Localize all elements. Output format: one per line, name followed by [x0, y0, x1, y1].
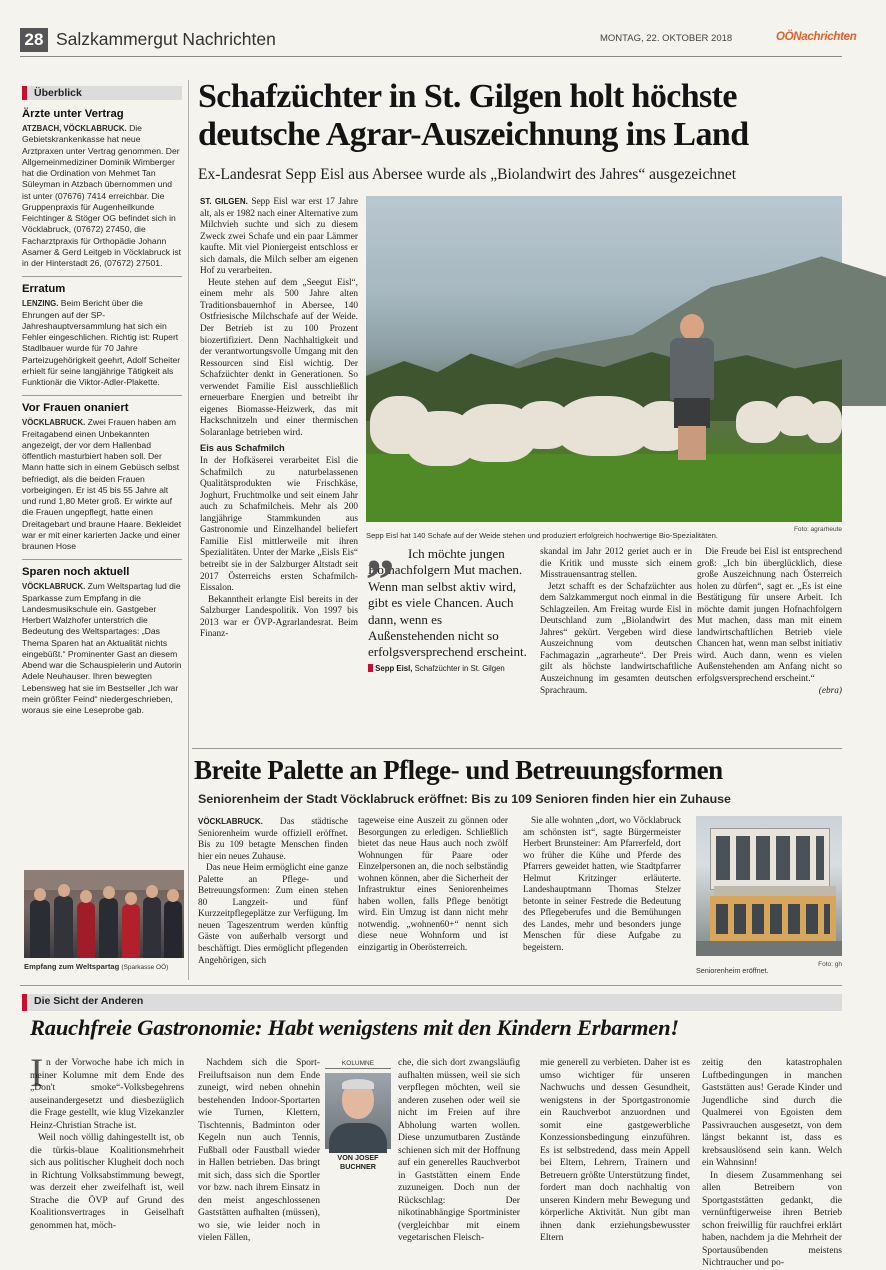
- opinion-initial: I: [30, 1050, 44, 1095]
- paragraph: Sie alle wohnten „dort, wo Vöcklabruck am schönsten ist“, sagte Bürgermeister Herbert Brunsteiner: Am Pfarrerfeld, dort wo früher die Kühe und Pferde des Pfarrers geweidet hatten, wie Stadtpfarrer Helmut Kritzinger erläuterte. Landeshauptmann Thomas Stelzer betonte in seiner Festrede die Bedeutung des Pflegeberufes und die Bemühungen des Landes, mehr und besonders junge Menschen für diese Aufgabe zu begeistern.: [523, 816, 681, 954]
- divider: [22, 395, 182, 396]
- page-number: 28: [20, 28, 48, 52]
- sidebar-item-location: ATZBACH, VÖCKLABRUCK.: [22, 124, 127, 133]
- photo-person: [99, 898, 118, 958]
- sidebar-item-location: VÖCKLABRUCK.: [22, 418, 86, 428]
- photo-person: [30, 900, 50, 958]
- farmer-shorts: [674, 398, 710, 428]
- paragraph: che, die sich dort zwangsläufig aufhalten müssen, weil sie sich verpflegen möchten, weil sie anderen zusehen oder weil sie nicht im Freien auf ihre Abholung warten wollen. Diese unzumutbaren Zustände schienen sich mit der Hoffnung auf ein generelles Rauchverbot in Gaststätten einem Ende zuzuneigen. Doch nun der Rückschlag: Der nikotinabhängige Sportminister (vergleichbar mit einem vegetarischen Fleisch-: [398, 1057, 520, 1243]
- sidebar-item-body: Die Gebietskrankenkasse hat neue Arztpraxen unter Vertrag genommen. Der Allgemeinmediziner Dominik Wimberger hat die Ordination von Mehmet Tan Süleyman in Atzbach übernommen und ist unter (07676) 7414 erreichbar. Die Gruppenpraxis für Augenheilkunde Feichtinger & Stöger OG befindet sich in Vöcklabruck, (07672) 27450, die Facharztpraxis für Orthopädie Johann Asamer & Gerd Leitgeb in Vöcklabruck ist in der Hinterstadt 26, (07672) 27501.: [22, 123, 182, 268]
- article-2-column-2: [358, 816, 508, 981]
- building-balcony: [714, 886, 836, 896]
- farmer-head: [680, 314, 704, 340]
- article-2-column-3: [523, 816, 681, 981]
- paragraph: Nachdem sich die Sport-Freiluftsaison nun dem Ende zuneigt, wird neben ohnehin bestehenden Indoor-Sportarten wie Turnen, Klettern, Tischtennis, Badminton oder Kegeln nun auch Tennis, Fußball oder Faustball wieder in Hallen betrieben. Das bringt mit sich, dass sich die Sportler vor bzw. nach ihrem Einsatz in den meist angeschlossenen Gaststätten aufhalten (müssen), wo sie, wie leider noch in vielen Fällen,: [198, 1057, 320, 1243]
- portrait-shoulders: [329, 1123, 387, 1153]
- sidebar-item-body: Zwei Frauen haben am Freitagabend einen Unbekannten angezeigt, der vor dem Hallenbad öffentlich masturbiert haben soll. Der Mann hatte sich in einem Gebüsch selbst befriedigt, als die beiden Frauen vorbeigingen. Er ist 45 bis 55 Jahre alt und rund 1,80 Meter groß. Er wirkte auf die Frauen ungepflegt, hatte einen Dreitagebart und braune Haare. Bekleidet war er mit einer karierten Jacke und einer braunen Hose: [22, 417, 182, 551]
- farmer-shirt: [670, 338, 714, 400]
- ground: [696, 941, 842, 956]
- column-tag: KOLUMNE: [325, 1060, 391, 1069]
- seniorenheim-caption: [696, 960, 842, 978]
- article-2-location: VÖCKLABRUCK.: [198, 817, 263, 826]
- paragraph: In diesem Zusammenhang sei allen Betreibern von Sportgaststätten gedankt, die vernünftigerweise ihren Betrieb schon freiwillig für rauchfrei erklärt haben, nachdem ja die Mehrheit der Sportausübenden meistens Nichtraucher und po-: [702, 1169, 842, 1268]
- divider: [22, 559, 182, 560]
- divider: [22, 276, 182, 277]
- sidebar-item-body: Zum Weltspartag lud die Sparkasse zum Empfang in die Landesmusikschule ein. Gastgeber Herbert Walzhofer unterstrich die Bedeutung des Weltspartages: „Das Thema Sparen hat an Aktualität nichts eingebüßt.“ Prominenter Gast an diesem Abend war die Schauspielerin und Autorin Adele Neuhauser. Ihren bewegten Lebensweg hat sie im Bestseller „Ich war mein größter Feind“ niedergeschrieben, woraus sie eine Leseprobe gab.: [22, 581, 182, 715]
- caption-text: Sepp Eisl hat 140 Schafe auf der Weide stehen und produziert erfolgreich hochwertige Bio-Spezialitäten.: [366, 531, 718, 540]
- sidebar-item-location: VÖCKLABRUCK.: [22, 582, 86, 592]
- opinion-headline: Rauchfreie Gastronomie: Habt wenigstens mit den Kindern Erbarmen!: [30, 1015, 679, 1040]
- quote-attribution: [368, 664, 528, 673]
- article-2-headline: Breite Palette an Pflege- und Betreuungsformen: [194, 755, 723, 785]
- paragraph: tageweise eine Auszeit zu gönnen oder Besorgungen zu erledigen. Schließlich bietet das neue Haus auch noch zwölf Wohnungen für Paare oder Einzelpersonen an, die noch selbständig wohnen können, aber die Sicherheit der Infrastruktur eines Seniorenheimes haben wollen, falls Pflege benötigt wird. Ein Umzug ist dann nicht mehr notwendig. „wohnen60+“ nennt sich diese neue Wohnform und ist einzigartig in Oberösterreich.: [358, 816, 508, 954]
- building-windows: [716, 836, 824, 880]
- columnist-box: [325, 1060, 391, 1178]
- article-1-subheadline: Ex-Landesrat Sepp Eisl aus Abersee wurde als „Biolandwirt des Jahres“ ausgezeichnet: [198, 166, 737, 183]
- opinion-tag: Die Sicht der Anderen: [22, 994, 148, 1011]
- paragraph: skandal im Jahr 2012 geriet auch er in die Kritik und musste sich einem Misstrauensantrag stellen.: [540, 547, 692, 581]
- sidebar-item: [22, 402, 182, 552]
- sheep: [806, 401, 842, 443]
- quote-author: Sepp Eisl,: [375, 663, 413, 673]
- opinion-column-4: [540, 1057, 690, 1243]
- paragraph: zeitig den katastrophalen Luftbedingungen in manchen Gaststätten aus! Gerade Kinder und Jugendliche sind durch die Qualmerei von Egoisten dem Passivrauchen ausgesetzt, von dem längst bekannt ist, dass es krebsauslösend sein kann. Welch ein Wahnsinn!: [702, 1057, 842, 1168]
- sheep: [736, 401, 781, 443]
- sidebar-item: [22, 108, 182, 269]
- paragraph: Jetzt schafft es der Schafzüchter aus dem Salzkammergut noch einmal in die Schlagzeilen. Am Freitag wurde Eisl in Deutschland zum „Biolandwirt des Jahres“ gekürt. Vergeben wird diese Auszeichnung vom deutschen Fachmagazin „agrarheute“. Der Preis gilt als höchste landwirtschaftliche Auszeichnung im gesamten deutschen Sprachraum.: [540, 581, 692, 696]
- opinion-column-2: [198, 1057, 320, 1243]
- farmer-legs: [678, 426, 706, 460]
- photo-person: [77, 902, 95, 958]
- section-divider: [192, 748, 842, 749]
- paragraph: Das neue Heim ermöglicht eine ganze Palette an Pflege- und Betreuungsformen: Zum einen stehen 80 Langzeit- und fünf Kurzzeitpflegeplätze zur Verfügung. Im neuen Tageszentrum werden künftig Gäste von außerhalb versorgt und beschäftigt. Dies ermöglicht pflegenden Angehörigen, sich: [198, 863, 348, 966]
- sidebar-item-title: Erratum: [22, 283, 66, 296]
- photo-person: [122, 904, 140, 958]
- building-lower-windows: [716, 904, 830, 934]
- sidebar-item-text: [22, 298, 182, 388]
- opinion-top-rule: [20, 985, 842, 986]
- caption-credit: (Sparkasse OÖ): [121, 964, 169, 971]
- farmer-figure: [666, 314, 718, 464]
- sheep-farmer-photo: [366, 196, 842, 522]
- caption-credit: Foto: gh: [818, 961, 842, 968]
- caption-text: Empfang zum Weltspartag: [24, 962, 120, 971]
- paragraph: Sepp Eisl war erst 17 Jahre alt, als er 1982 nach einer Alternative zum Milchvieh suchte und sich zu diesem Zweck zwei Schafe und ein paar Lämmer kaufte. Mit viel Pioniergeist entschloss er sich damals, die Milch selber am eigenen Hof zu verarbeiten.: [200, 197, 359, 277]
- photo-person: [54, 896, 73, 958]
- sidebar-item-title: Ärzte unter Vertrag: [22, 108, 124, 120]
- paragraph: Heute stehen auf dem „Seegut Eisl“, einem mehr als 500 Jahre alten Traditionsbauernhof in Abersee, 140 Ostfriesische Milchschafe auf der Weide. Der Betrieb ist zu 100 Prozent biozertifiziert. Denn Nachhaltigkeit und der verantwortungsvolle Umgang mit den Ressourcen sind Eisl wichtig. Der Schafzüchter denkt in Generationen. So verwendet Familie Eisl ausschließlich erneuerbare Energien und betreibt ihr eigenes Biomasse-Heizwerk, das mit Hackschnitzeln und einer thermischen Solaranlage betrieben wird.: [200, 277, 358, 438]
- article-1-column-3: [540, 547, 692, 747]
- paragraph: Weil noch völlig dahingestellt ist, ob die türkis-blaue Koalitionsmehrheit sich aus politischer Klugheit doch noch in Richtung Volksabstimmung bewegt, was derzeit eher zweifelhaft ist, weil Strache die ÖVP auf Grund des Koalitionsvertrages in Geiselhaft genommen hat, möch-: [30, 1132, 184, 1231]
- sidebar-item-text: [22, 123, 182, 269]
- seniorenheim-photo: [696, 816, 842, 956]
- paragraph: mie generell zu verbieten. Daher ist es umso wichtiger für unseren Nachwuchs und dessen Gesundheit, wenigstens in der Sportgastronomie ein Rauchverbot anzuordnen und somit eine gastgewerbliche Konzessionsbedingung einzuführen. Es ist selbstredend, dass mein Appell bei Eltern, Lehrern, Trainern und Betreuern größte Unterstützung findet, fordert man doch nachhaltig von unseren Kindern mehr Bewegung und körperliche Aktivität. Nun gibt man ihnen dank erziehungsbewusster Eltern: [540, 1057, 690, 1243]
- sidebar-photo-caption: [24, 962, 189, 971]
- columnist-portrait: [325, 1073, 391, 1149]
- quote-text: Ich möchte jungen Hofnachfolgern Mut machen. Wenn man selbst aktiv wird, gibt es viele Chancen. Auch dann, wenn es Außenstehenden nicht so erfolgsversprechend erscheint.: [368, 546, 527, 660]
- sidebar-overview: [22, 83, 182, 859]
- sidebar-item-text: [22, 581, 182, 716]
- article-2-column-1: [198, 816, 348, 981]
- photo-person: [164, 901, 182, 958]
- sparkasse-group-photo: [24, 870, 184, 958]
- column-divider: [188, 80, 189, 980]
- opinion-column-1: [30, 1057, 184, 1237]
- caption-credit: Foto: agrarheute: [793, 526, 842, 533]
- sidebar-tag: Überblick: [22, 86, 182, 100]
- paragraph: Die Freude bei Eisl ist entsprechend groß: „Ich bin überglücklich, diese große Auszeichnung nach Österreich holen zu dürfen“, sagt er. „Es ist eine Bestätigung für unsere Arbeit. Ich möchte damit jungen Hofnachfolgern Mut machen, dass man mit einem landwirtschaftlichen Betrieb viele Chancen hat, wenn man selbst initiativ wird. Auch dann, wenn es vielen Außenstehenden am Anfang nicht so erfolgsversprechend erscheint.“: [697, 547, 842, 685]
- opinion-column-5: [702, 1057, 842, 1268]
- article-1-subhead: Eis aus Schafmilch: [200, 443, 285, 454]
- section-title: Salzkammergut Nachrichten: [56, 29, 276, 49]
- quote-mark-icon: „: [366, 517, 395, 582]
- article-1-column-4: [697, 547, 842, 747]
- article-1-location: ST. GILGEN.: [200, 197, 248, 206]
- sheep-photo-caption: [366, 525, 842, 543]
- article-1-author: (ebra): [818, 685, 842, 696]
- sidebar-item-text: [22, 417, 182, 552]
- sidebar-item: [22, 566, 182, 716]
- paragraph: In der Hofkäserei verarbeitet Eisl die Schafmilch zu naturbelassenen Qualitätsprodukten wie Frischkäse, Joghurt, Fruchtmolke und seit einem Jahr auch zu Schafmilcheis. Mehr als 200 langjährige Stammkunden aus Gastronomie und Einzelhandel beliefert Familie Eisl mittlerweile mit ihren Spezialitäten. Unter der Marke „Eisls Eis“ betreibt sie in der Salzburger Altstadt seit 2017 Österreichs ersten Schafmilch-Eissalon.: [200, 456, 358, 594]
- paragraph: n der Vorwoche habe ich mich in meiner Kolumne mit dem Ende des „Don't smoke“-Volksbegehrens auseinandergesetzt und diesbezüglich die Frage gestellt, wie klug Vizekanzler Heinz-Christian Strache ist.: [30, 1057, 184, 1131]
- sidebar-item-title: Vor Frauen onaniert: [22, 402, 129, 415]
- quote-role: Schafzüchter in St. Gilgen: [414, 663, 505, 673]
- opinion-column-3: [398, 1057, 520, 1243]
- sidebar-item: [22, 283, 182, 388]
- photo-person: [143, 897, 161, 958]
- pull-quote: [366, 517, 528, 678]
- sidebar-item-body: Beim Bericht über die Ehrungen auf der SP-Jahreshauptversammlung hat sich ein Fehler eingeschlichen. Richtig ist: Rupert Stadlbauer wurde für 70 Jahre Parteizugehörigkeit geehrt, Adolf Scheiter erhielt für seine langjährige Tätigkeit als Funktionär die Viktor-Adler-Plakette.: [22, 298, 181, 387]
- header-rule: [20, 56, 842, 57]
- article-1-column-1: [200, 196, 358, 758]
- article-2-subheadline: Seniorenheim der Stadt Vöcklabruck eröffnet: Bis zu 109 Senioren finden hier ein Zuhause: [198, 792, 731, 806]
- columnist-name: VON JOSEF BUCHNER: [337, 1153, 379, 1171]
- sidebar-item-title: Sparen noch aktuell: [22, 566, 130, 579]
- newspaper-logo: OÖNachrichten: [776, 31, 857, 43]
- paragraph: Das städtische Seniorenheim wurde offiziell eröffnet. Bis zu 109 betagte Menschen finden hier ein neues Zuhause.: [198, 817, 348, 862]
- caption-text: Seniorenheim eröffnet.: [696, 966, 769, 975]
- portrait-hair: [342, 1079, 374, 1089]
- paragraph: Bekanntheit erlangte Eisl bereits in der Salzburger Landespolitik. Von 1997 bis 2013 war er ÖVP-Agrarlandesrat. Beim Finanz-: [200, 594, 358, 640]
- issue-date: MONTAG, 22. OKTOBER 2018: [600, 33, 733, 44]
- sidebar-item-location: LENZING.: [22, 299, 59, 309]
- quote-red-marker: [368, 664, 373, 672]
- article-1-headline: Schafzüchter in St. Gilgen holt höchste deutsche Agrar-Auszeichnung ins Land: [198, 78, 749, 153]
- page-header: [20, 28, 857, 54]
